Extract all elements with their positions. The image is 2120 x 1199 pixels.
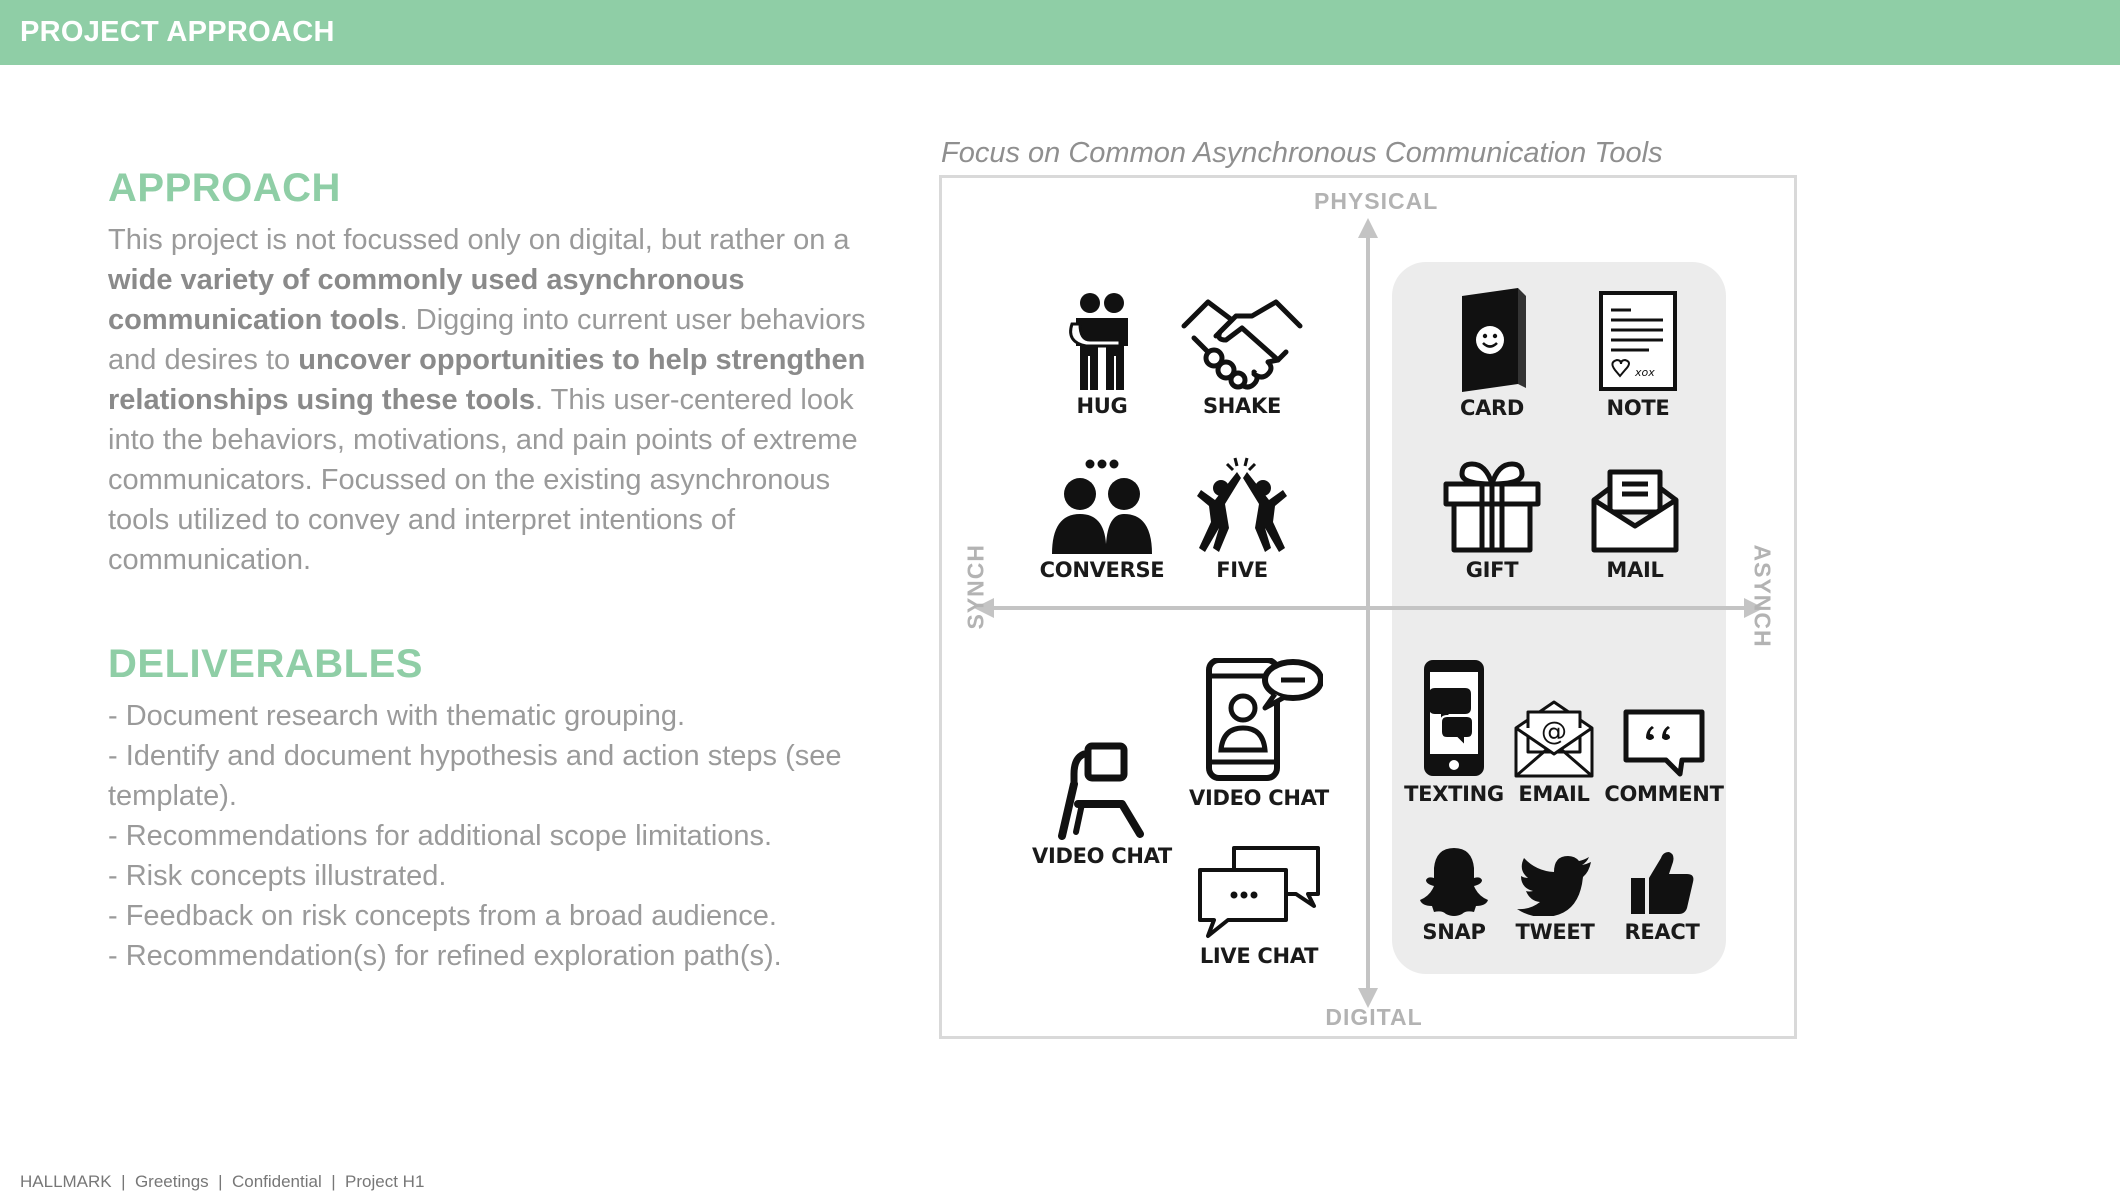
tool-video-chat-phone (1174, 658, 1344, 810)
axis-label-synch: SYNCH (962, 543, 989, 630)
tool-label: VIDEO CHAT (1032, 844, 1172, 868)
tool-label: FIVE (1216, 558, 1268, 582)
tool-label: NOTE (1606, 396, 1670, 420)
tool-gift (1432, 460, 1552, 582)
tool-label: LIVE CHAT (1199, 944, 1319, 968)
snapchat-icon (1419, 846, 1489, 916)
approach-emphasis: wide variety of commonly used asynchronous communication tools (108, 264, 745, 336)
page-title: PROJECT APPROACH (20, 16, 335, 48)
approach-emphasis: uncover opportunities to help strengthen relationships using these tools (108, 344, 866, 416)
tool-tweet (1495, 854, 1615, 944)
twitter-icon (1517, 854, 1593, 916)
approach-heading: APPROACH (108, 166, 341, 210)
deliverables-heading: DELIVERABLES (108, 642, 423, 686)
thumbs-up-icon (1629, 850, 1695, 916)
tool-comment (1594, 708, 1734, 806)
tool-card (1432, 288, 1552, 420)
approach-text-segment: . Digging into current user behaviors and desires to (108, 304, 866, 376)
comment-icon (1622, 708, 1706, 778)
footer: HALLMARK | Greetings | Confidential | Project H1 (20, 1172, 425, 1191)
tool-label: CONVERSE (1039, 558, 1165, 582)
tool-label: COMMENT (1604, 782, 1724, 806)
greeting-card-icon (1452, 288, 1532, 392)
svg-text:@: @ (1541, 717, 1567, 747)
note-icon (1597, 290, 1679, 392)
deliverables-list (108, 696, 908, 976)
axis-label-digital: DIGITAL (1325, 1004, 1423, 1030)
mail-icon (1590, 468, 1680, 554)
email-icon (1512, 698, 1596, 778)
deliverable-item: - Recommendation(s) for refined exploration path(s). (108, 940, 782, 972)
tool-label: EMAIL (1518, 782, 1590, 806)
axis-label-asynch: ASYNCH (1749, 544, 1776, 648)
handshake-icon (1180, 296, 1304, 390)
video-chat-phone-icon (1195, 658, 1323, 782)
approach-paragraph (108, 220, 888, 580)
tool-video-chat-person (1007, 740, 1197, 868)
tool-label: HUG (1076, 394, 1128, 418)
deliverable-item: - Identify and document hypothesis and action steps (see template). (108, 740, 842, 812)
tool-react (1602, 850, 1722, 944)
quadrant-diagram (939, 175, 1797, 1039)
tool-label: MAIL (1606, 558, 1664, 582)
header-bar (0, 0, 2120, 65)
axis-label-physical: PHYSICAL (1314, 188, 1439, 214)
deliverable-item: - Recommendations for additional scope limitations. (108, 820, 773, 852)
tool-label: REACT (1624, 920, 1700, 944)
diagram-caption: Focus on Common Asynchronous Communication Tools (941, 137, 1663, 169)
tool-label: VIDEO CHAT (1189, 786, 1329, 810)
tool-converse (1012, 458, 1192, 582)
live-chat-icon (1196, 844, 1322, 940)
tool-shake (1167, 296, 1317, 418)
deliverable-item: - Feedback on risk concepts from a broad audience. (108, 900, 777, 932)
deliverable-item: - Document research with thematic grouping. (108, 700, 686, 732)
tool-hug (1032, 290, 1172, 418)
tool-label: SHAKE (1202, 394, 1282, 418)
high-five-icon (1195, 456, 1289, 554)
hug-icon (1062, 290, 1142, 390)
approach-text-segment: This project is not focussed only on digital, but rather on a (108, 224, 850, 256)
tool-label: CARD (1459, 396, 1525, 420)
deliverable-item: - Risk concepts illustrated. (108, 860, 447, 892)
tool-mail (1575, 468, 1695, 582)
tool-label: SNAP (1422, 920, 1486, 944)
tool-five (1182, 456, 1302, 582)
tool-note (1578, 290, 1698, 420)
tool-live-chat (1174, 844, 1344, 968)
tool-label: TWEET (1515, 920, 1595, 944)
gift-icon (1442, 460, 1542, 554)
texting-icon (1421, 658, 1487, 778)
converse-icon (1050, 458, 1154, 554)
approach-text-segment: . This user-centered look into the behaviors, motivations, and pain points of extreme communicators. Focussed on the existing asynchronous tools utilized to convey and interpret intentions of communication. (108, 384, 858, 576)
svg-text:xox: xox (1635, 366, 1655, 379)
tool-label: TEXTING (1404, 782, 1504, 806)
video-chat-person-icon (1054, 740, 1150, 840)
tool-label: GIFT (1465, 558, 1519, 582)
